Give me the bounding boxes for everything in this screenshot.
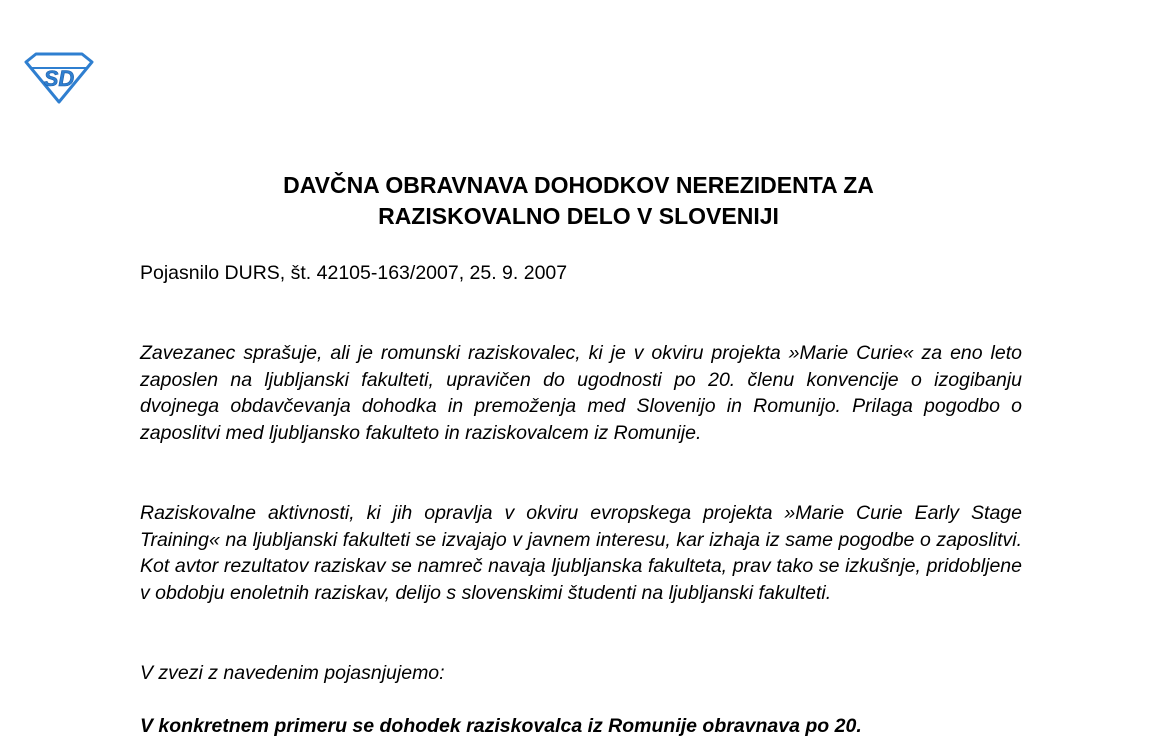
sd-logo-icon [22,50,96,104]
paragraph-2: Raziskovalne aktivnosti, ki jih opravlja v okviru evropskega projekta »Marie Curie Early Stage Training« na ljubljanski fakulteti se izvajajo v javnem interesu, kar izhaja iz same pogodbe o zaposlitvi. Kot avtor rezultatov raziskav se namreč navaja ljubljanska fakulteta, prav tako se izkušnje, pridobljene v obdobju enoletnih raziskav, delijo s slovenskimi študenti na ljubljanski fakulteti. [140,502,1022,604]
document-title [0,170,1157,232]
document-subtitle: Pojasnilo DURS, št. 42105-163/2007, 25. 9. 2007 [140,262,568,284]
paragraph-3: V zvezi z navedenim pojasnjujemo: [140,662,445,684]
paragraph-4: V konkretnem primeru se dohodek raziskovalca iz Romunije obravnava po 20. [140,715,862,737]
title-line-1: DAVČNA OBRAVNAVA DOHODKOV NEREZIDENTA ZA [283,172,874,198]
title-line-2: RAZISKOVALNO DELO V SLOVENIJI [378,203,779,229]
logo-text: SD [43,66,75,91]
paragraph-1: Zavezanec sprašuje, ali je romunski raziskovalec, ki je v okviru projekta »Marie Curie« za eno leto zaposlen na ljubljanski fakulteti, upravičen do ugodnosti po 20. členu konvencije o izogibanju dvojnega obdavčevanja dohodka in premoženja med Slovenijo in Romunijo. Prilaga pogodbo o zaposlitvi med ljubljansko fakulteto in raziskovalcem iz Romunije. [140,342,1022,444]
